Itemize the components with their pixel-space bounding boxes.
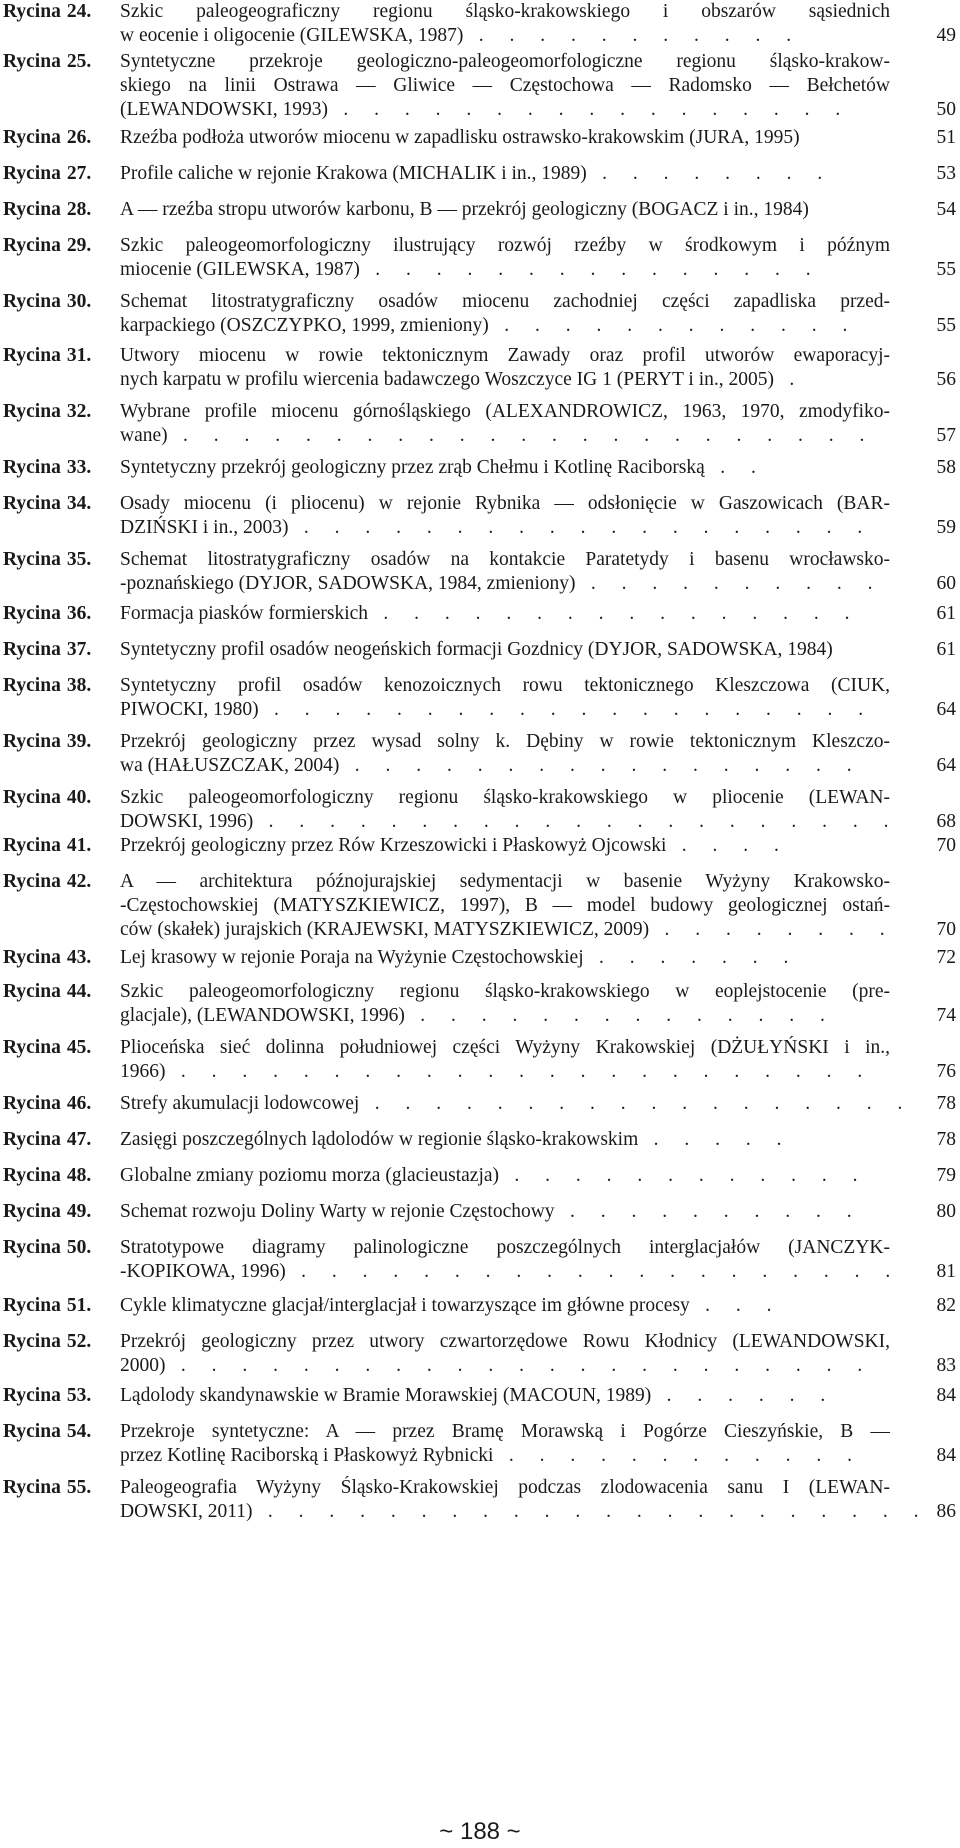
caption-text: Globalne zmiany poziomu morza (glacieustazja) xyxy=(120,1165,500,1186)
caption-text: Paleogeografia Wyżyny Śląsko-Krakowskiej podczas zlodowacenia sanu I (LEWAN- xyxy=(120,1477,890,1498)
caption-text: Przekrój geologiczny przez Rów Krzeszowicki i Płaskowyż Ojcowski xyxy=(120,835,667,856)
figure-label xyxy=(3,638,91,662)
page-reference: 68 xyxy=(936,811,956,832)
figure-label-word: Rycina xyxy=(3,1477,61,1498)
figure-label xyxy=(3,344,91,368)
page-reference: 49 xyxy=(936,25,956,46)
caption-line xyxy=(120,1128,890,1152)
caption-text: (LEWANDOWSKI, 1993) xyxy=(120,99,328,120)
figure-label-word: Rycina xyxy=(3,787,61,808)
page-reference: 86 xyxy=(936,1501,956,1522)
caption-text: Syntetyczny profil osadów kenozoicznych rowu tektonicznego Kleszczowa (CIUK, xyxy=(120,675,890,696)
caption-text: Formacja piasków formierskich xyxy=(120,603,369,624)
page-reference: 57 xyxy=(936,425,956,446)
page-reference: 64 xyxy=(936,755,956,776)
figure-label-word: Rycina xyxy=(3,199,61,220)
leader-dots: . . . . . . . . . . xyxy=(575,573,883,594)
figure-label-word: Rycina xyxy=(3,603,61,624)
leader-dots: . . . . . . . . xyxy=(586,163,833,184)
caption-line xyxy=(120,1260,901,1284)
caption-line xyxy=(120,24,890,48)
leader-dots: . . . . . . . . . . . . . . . xyxy=(359,259,822,280)
leader-dots: . . . . . . . . . . . . . . . . . xyxy=(327,99,851,120)
figure-caption xyxy=(120,1128,890,1152)
page-reference: 80 xyxy=(936,1201,956,1222)
page-reference: 84 xyxy=(936,1445,956,1466)
figure-caption xyxy=(120,1330,890,1378)
figure-number: 34. xyxy=(66,493,92,514)
page-reference: 78 xyxy=(936,1129,956,1150)
figure-label-word: Rycina xyxy=(3,1129,61,1150)
page-reference: 82 xyxy=(936,1295,956,1316)
caption-line xyxy=(120,602,890,626)
caption-text: skiego na linii Ostrawa — Gliwice — Częstochowa — Radomsko — Bełchetów xyxy=(120,75,890,96)
figure-caption xyxy=(120,1236,901,1284)
caption-line xyxy=(120,810,899,834)
figure-label xyxy=(3,0,91,24)
figure-label-word: Rycina xyxy=(3,291,61,312)
figure-label xyxy=(3,1200,91,1224)
caption-line xyxy=(120,1164,890,1188)
figure-label-word: Rycina xyxy=(3,345,61,366)
caption-text: Szkic paleogeomorfologiczny ilustrujący rozwój rzeźby w środkowym i późnym xyxy=(120,235,890,256)
figure-label xyxy=(3,400,91,424)
figure-number: 30. xyxy=(66,291,92,312)
figure-caption xyxy=(120,980,890,1028)
caption-text: Wybrane profile miocenu górnośląskiego (ALEXANDROWICZ, 1963, 1970, zmodyfiko- xyxy=(120,401,890,422)
figure-label-word: Rycina xyxy=(3,127,61,148)
figure-label xyxy=(3,870,91,894)
figure-number: 44. xyxy=(66,981,92,1002)
figure-label xyxy=(3,1236,91,1260)
figure-label-word: Rycina xyxy=(3,1331,61,1352)
figure-label-word: Rycina xyxy=(3,493,61,514)
figure-caption xyxy=(120,1092,913,1116)
caption-line xyxy=(120,368,890,392)
figure-number: 33. xyxy=(66,457,92,478)
caption-text: przez Kotlinę Raciborską i Płaskowyż Rybnicki xyxy=(120,1445,494,1466)
caption-line xyxy=(120,834,890,858)
caption-line xyxy=(120,198,890,222)
figure-label-word: Rycina xyxy=(3,1385,61,1406)
leader-dots: . . xyxy=(704,457,767,478)
figure-caption xyxy=(120,1476,930,1524)
figure-caption xyxy=(120,834,890,858)
page-reference: 56 xyxy=(936,369,956,390)
caption-line xyxy=(120,754,890,778)
caption-line xyxy=(120,290,890,314)
caption-line xyxy=(120,400,890,424)
caption-line xyxy=(120,1384,890,1408)
figure-caption xyxy=(120,946,890,970)
leader-dots: . . . . . . xyxy=(651,1385,836,1406)
figure-label xyxy=(3,1164,91,1188)
caption-line xyxy=(120,1092,913,1116)
leader-dots: . . . . . . . . . . . . . . . . . . . . xyxy=(258,699,874,720)
caption-line xyxy=(120,786,890,810)
caption-line xyxy=(120,1476,890,1500)
caption-line xyxy=(120,234,890,258)
caption-line xyxy=(120,1330,890,1354)
caption-text: Lądolody skandynawskie w Bramie Morawskiej (MACOUN, 1989) xyxy=(120,1385,652,1406)
leader-dots: . . . . . . . . . . . . . . . . xyxy=(368,603,861,624)
figure-number: 37. xyxy=(66,639,92,660)
caption-text: -Częstochowskiej (MATYSZKIEWICZ, 1997), B — model budowy geologicznej ostań- xyxy=(120,895,890,916)
caption-text: Zasięgi poszczególnych lądolodów w regionie śląsko-krakowskim xyxy=(120,1129,639,1150)
leader-dots: . . . . xyxy=(666,835,790,856)
caption-line xyxy=(120,730,890,754)
caption-text: Rzeźba podłoża utworów miocenu w zapadlisku ostrawsko-krakowskim (JURA, 1995) xyxy=(120,127,800,148)
caption-line xyxy=(120,946,890,970)
caption-text: Syntetyczny przekrój geologiczny przez zrąb Chełmu i Kotlinę Raciborską xyxy=(120,457,705,478)
caption-text: Szkic paleogeograficzny regionu śląsko-krakowskiego i obszarów sąsiednich xyxy=(120,1,890,22)
caption-text: Plioceńska sieć dolinna południowej części Wyżyny Krakowskiej (DŻUŁYŃSKI i in., xyxy=(120,1037,890,1058)
caption-text: Utwory miocenu w rowie tektonicznym Zawady oraz profil utworów ewaporacyj- xyxy=(120,345,890,366)
figure-label-word: Rycina xyxy=(3,1201,61,1222)
figure-number: 25. xyxy=(66,51,92,72)
caption-text: DOWSKI, 1996) xyxy=(120,811,254,832)
caption-line xyxy=(120,1200,890,1224)
caption-text: wane) xyxy=(120,425,168,446)
caption-line xyxy=(120,424,890,448)
figure-label xyxy=(3,50,91,74)
caption-text: miocenie (GILEWSKA, 1987) xyxy=(120,259,360,280)
caption-line xyxy=(120,74,890,98)
figure-label-word: Rycina xyxy=(3,1421,61,1442)
caption-text: Przekroje syntetyczne: A — przez Bramę Morawską i Pogórze Cieszyńskie, B — xyxy=(120,1421,890,1442)
caption-line xyxy=(120,894,890,918)
figure-caption xyxy=(120,1164,890,1188)
caption-line xyxy=(120,1060,890,1084)
caption-text: Szkic paleogeomorfologiczny regionu śląsko-krakowskiego w eoplejstocenie (pre- xyxy=(120,981,890,1002)
figure-label xyxy=(3,946,91,970)
page-reference: 61 xyxy=(936,603,956,624)
caption-text: Profile caliche w rejonie Krakowa (MICHALIK i in., 1989) xyxy=(120,163,587,184)
caption-line xyxy=(120,456,890,480)
figure-label xyxy=(3,834,91,858)
figure-label xyxy=(3,1384,91,1408)
caption-text: 1966) xyxy=(120,1061,166,1082)
caption-text: wa (HAŁUSZCZAK, 2004) xyxy=(120,755,340,776)
leader-dots: . . . . . . . . . . . xyxy=(463,25,802,46)
caption-line xyxy=(120,1004,890,1028)
figure-label xyxy=(3,126,91,150)
page-reference: 76 xyxy=(936,1061,956,1082)
caption-text: DOWSKI, 2011) xyxy=(120,1501,253,1522)
figure-number: 49. xyxy=(66,1201,92,1222)
leader-dots: . . . . . . . . . . . . . . . . . . . . . xyxy=(253,811,899,832)
figure-caption xyxy=(120,198,890,222)
leader-dots: . . . . . . . xyxy=(583,947,799,968)
caption-line xyxy=(120,344,890,368)
figure-label xyxy=(3,730,91,754)
figure-caption xyxy=(120,674,890,722)
figure-label-word: Rycina xyxy=(3,871,61,892)
caption-line xyxy=(120,516,890,540)
caption-text: Przekrój geologiczny przez utwory czwartorzędowe Rowu Kłodnicy (LEWANDOWSKI, xyxy=(120,1331,890,1352)
caption-text: DZIŃSKI i in., 2003) xyxy=(120,517,289,538)
figure-label-word: Rycina xyxy=(3,835,61,856)
leader-dots: . . . . . . . . . . . . . . . . . . . . . . . xyxy=(165,1355,873,1376)
leader-dots: . . . . . . . . . . . . . . . . . . xyxy=(359,1093,913,1114)
caption-text: A — rzeźba stropu utworów karbonu, B — przekrój geologiczny (BOGACZ i in., 1984) xyxy=(120,199,809,220)
caption-text: PIWOCKI, 1980) xyxy=(120,699,259,720)
figure-number: 32. xyxy=(66,401,92,422)
caption-text: Syntetyczne przekroje geologiczno-paleogeomorfologiczne regionu śląsko-krakow- xyxy=(120,51,890,72)
figure-label xyxy=(3,786,91,810)
page-reference: 58 xyxy=(936,457,956,478)
figure-caption xyxy=(120,456,890,480)
figure-label xyxy=(3,1476,91,1500)
caption-text: w eocenie i oligocenie (GILEWSKA, 1987) xyxy=(120,25,464,46)
figure-number: 53. xyxy=(66,1385,92,1406)
leader-dots: . . . . . . . . . . . . . . . . . xyxy=(339,755,863,776)
caption-line xyxy=(120,572,890,596)
figure-label xyxy=(3,980,91,1004)
figure-label-word: Rycina xyxy=(3,235,61,256)
caption-line xyxy=(120,548,890,572)
caption-line xyxy=(120,1354,890,1378)
figure-number: 35. xyxy=(66,549,92,570)
leader-dots: . . . . . . . . . . xyxy=(554,1201,863,1222)
page-reference: 72 xyxy=(936,947,956,968)
leader-dots: . . . . . . . . . . . . xyxy=(493,1445,863,1466)
figure-number: 41. xyxy=(66,835,92,856)
figure-caption xyxy=(120,730,890,778)
figure-label-word: Rycina xyxy=(3,639,61,660)
figure-label xyxy=(3,1420,91,1444)
figure-label xyxy=(3,1294,91,1318)
page-reference: 50 xyxy=(936,99,956,120)
figure-label-word: Rycina xyxy=(3,549,61,570)
caption-line xyxy=(120,1036,890,1060)
figure-caption xyxy=(120,870,896,942)
figure-caption xyxy=(120,1294,890,1318)
caption-text: Syntetyczny profil osadów neogeńskich formacji Gozdnicy (DYJOR, SADOWSKA, 1984) xyxy=(120,639,833,660)
figure-number: 52. xyxy=(66,1331,92,1352)
caption-text: Schemat litostratygraficzny osadów miocenu zachodniej części zapadliska przed- xyxy=(120,291,890,312)
caption-text: glacjale), (LEWANDOWSKI, 1996) xyxy=(120,1005,405,1026)
figure-caption xyxy=(120,1036,890,1084)
caption-line xyxy=(120,258,890,282)
figure-number: 43. xyxy=(66,947,92,968)
figure-caption xyxy=(120,1200,890,1224)
caption-line xyxy=(120,1500,930,1524)
caption-text: A — architektura późnojurajskiej sedymentacji w basenie Wyżyny Krakowsko- xyxy=(120,871,890,892)
figure-label xyxy=(3,290,91,314)
caption-line xyxy=(120,314,890,338)
leader-dots: . . . . . . . . . . . . xyxy=(499,1165,869,1186)
caption-line xyxy=(120,698,890,722)
figure-number: 48. xyxy=(66,1165,92,1186)
figure-caption xyxy=(120,492,890,540)
figure-caption xyxy=(120,1384,890,1408)
figure-number: 26. xyxy=(66,127,92,148)
figure-number: 29. xyxy=(66,235,92,256)
caption-text: 2000) xyxy=(120,1355,166,1376)
page-reference: 78 xyxy=(936,1093,956,1114)
figure-number: 42. xyxy=(66,871,92,892)
figure-caption xyxy=(120,344,890,392)
figure-label xyxy=(3,198,91,222)
page-reference: 81 xyxy=(936,1261,956,1282)
figure-caption xyxy=(120,400,890,448)
caption-text: Schemat rozwoju Doliny Warty w rejonie Częstochowy xyxy=(120,1201,555,1222)
figure-number: 45. xyxy=(66,1037,92,1058)
caption-text: Strefy akumulacji lodowcowej xyxy=(120,1093,360,1114)
figure-label-word: Rycina xyxy=(3,981,61,1002)
figure-label xyxy=(3,1036,91,1060)
caption-text: Szkic paleogeomorfologiczny regionu śląsko-krakowskiego w pliocenie (LEWAN- xyxy=(120,787,890,808)
caption-line xyxy=(120,980,890,1004)
caption-line xyxy=(120,870,890,894)
figure-caption xyxy=(120,1420,890,1468)
figure-label-word: Rycina xyxy=(3,163,61,184)
figure-caption xyxy=(120,786,899,834)
page-reference: 60 xyxy=(936,573,956,594)
figure-label-word: Rycina xyxy=(3,675,61,696)
leader-dots: . . . . . . . . . . . . . . . . . . . xyxy=(288,517,873,538)
figure-label-word: Rycina xyxy=(3,947,61,968)
figure-label-word: Rycina xyxy=(3,1165,61,1186)
caption-line xyxy=(120,0,890,24)
page-reference: 55 xyxy=(936,315,956,336)
figure-label-word: Rycina xyxy=(3,1295,61,1316)
caption-text: -KOPIKOWA, 1996) xyxy=(120,1261,286,1282)
figure-number: 54. xyxy=(66,1421,92,1442)
caption-text: Lej krasowy w rejonie Poraja na Wyżynie Częstochowskiej xyxy=(120,947,584,968)
leader-dots: . . . . . . . . . . . . xyxy=(488,315,858,336)
caption-text: Schemat litostratygraficzny osadów na kontakcie Paratetydy i basenu wrocławsko- xyxy=(120,549,890,570)
page-reference: 74 xyxy=(936,1005,956,1026)
figure-label xyxy=(3,548,91,572)
caption-text: Stratotypowe diagramy palinologiczne poszczególnych interglacjałów (JANCZYK- xyxy=(120,1237,890,1258)
page-reference: 84 xyxy=(936,1385,956,1406)
caption-text: karpackiego (OSZCZYPKO, 1999, zmieniony) xyxy=(120,315,489,336)
caption-text: ców (skałek) jurajskich (KRAJEWSKI, MATYSZKIEWICZ, 2009) xyxy=(120,919,650,940)
caption-line xyxy=(120,162,890,186)
leader-dots: . xyxy=(774,369,805,390)
caption-line xyxy=(120,1236,890,1260)
figure-caption xyxy=(120,290,890,338)
figure-number: 40. xyxy=(66,787,92,808)
figure-number: 36. xyxy=(66,603,92,624)
figure-number: 39. xyxy=(66,731,92,752)
figure-number: 24. xyxy=(66,1,92,22)
leader-dots: . . . xyxy=(689,1295,783,1316)
caption-line xyxy=(120,1444,890,1468)
figure-label xyxy=(3,602,91,626)
caption-text: Osady miocenu (i pliocenu) w rejonie Rybnika — odsłonięcie w Gaszowicach (BAR- xyxy=(120,493,890,514)
figure-number: 27. xyxy=(66,163,92,184)
page-reference: 59 xyxy=(936,517,956,538)
page-reference: 55 xyxy=(936,259,956,280)
figure-caption xyxy=(120,638,890,662)
figure-label-word: Rycina xyxy=(3,731,61,752)
figure-caption xyxy=(120,162,890,186)
caption-line xyxy=(120,126,890,150)
figure-label xyxy=(3,492,91,516)
page-reference: 70 xyxy=(936,835,956,856)
caption-text: -poznańskiego (DYJOR, SADOWSKA, 1984, zmieniony) xyxy=(120,573,576,594)
figure-label-word: Rycina xyxy=(3,1,61,22)
figure-label-word: Rycina xyxy=(3,1237,61,1258)
figure-number: 38. xyxy=(66,675,92,696)
figure-caption xyxy=(120,602,890,626)
figure-label-word: Rycina xyxy=(3,1093,61,1114)
figure-label-word: Rycina xyxy=(3,51,61,72)
leader-dots: . . . . . . . . . . . . . . . . . . . . . . . xyxy=(167,425,875,446)
figure-number: 47. xyxy=(66,1129,92,1150)
leader-dots: . . . . . xyxy=(638,1129,792,1150)
figure-label xyxy=(3,1330,91,1354)
caption-line xyxy=(120,50,890,74)
figure-label-word: Rycina xyxy=(3,457,61,478)
caption-text: Cykle klimatyczne glacjał/interglacjał i towarzyszące im główne procesy xyxy=(120,1295,690,1316)
leader-dots: . . . . . . . . . . . . . . xyxy=(404,1005,836,1026)
figure-number: 46. xyxy=(66,1093,92,1114)
caption-line xyxy=(120,1420,890,1444)
figure-label xyxy=(3,1092,91,1116)
figure-number: 28. xyxy=(66,199,92,220)
caption-text: nych karpatu w profilu wiercenia badawczego Woszczyce IG 1 (PERYT i in., 2005) xyxy=(120,369,775,390)
figure-number: 55. xyxy=(66,1477,92,1498)
figure-label xyxy=(3,456,91,480)
figure-label xyxy=(3,234,91,258)
figure-caption xyxy=(120,0,890,48)
caption-line xyxy=(120,1294,890,1318)
leader-dots: . . . . . . . . xyxy=(649,919,896,940)
page-number-footer: ~ 188 ~ xyxy=(439,1818,521,1845)
caption-line xyxy=(120,98,890,122)
page-reference: 51 xyxy=(936,127,956,148)
figure-caption xyxy=(120,50,890,122)
figure-number: 50. xyxy=(66,1237,92,1258)
figure-caption xyxy=(120,234,890,282)
caption-line xyxy=(120,918,896,942)
page-reference: 61 xyxy=(936,639,956,660)
figure-number: 51. xyxy=(66,1295,92,1316)
leader-dots: . . . . . . . . . . . . . . . . . . . . xyxy=(285,1261,901,1282)
figure-number: 31. xyxy=(66,345,92,366)
caption-line xyxy=(120,638,890,662)
leader-dots: . . . . . . . . . . . . . . . . . . . . . . xyxy=(252,1501,930,1522)
page-reference: 79 xyxy=(936,1165,956,1186)
caption-line xyxy=(120,674,890,698)
page-reference: 53 xyxy=(936,163,956,184)
figure-label xyxy=(3,162,91,186)
page-reference: 70 xyxy=(936,919,956,940)
figure-caption xyxy=(120,548,890,596)
figure-label-word: Rycina xyxy=(3,1037,61,1058)
page-reference: 54 xyxy=(936,199,956,220)
figure-label xyxy=(3,1128,91,1152)
page-reference: 83 xyxy=(936,1355,956,1376)
caption-line xyxy=(120,492,890,516)
figure-label-word: Rycina xyxy=(3,401,61,422)
figure-label xyxy=(3,674,91,698)
caption-text: Przekrój geologiczny przez wysad solny k. Dębiny w rowie tektonicznym Kleszczo- xyxy=(120,731,890,752)
page-reference: 64 xyxy=(936,699,956,720)
leader-dots: . . . . . . . . . . . . . . . . . . . . . . . xyxy=(165,1061,873,1082)
figure-caption xyxy=(120,126,890,150)
